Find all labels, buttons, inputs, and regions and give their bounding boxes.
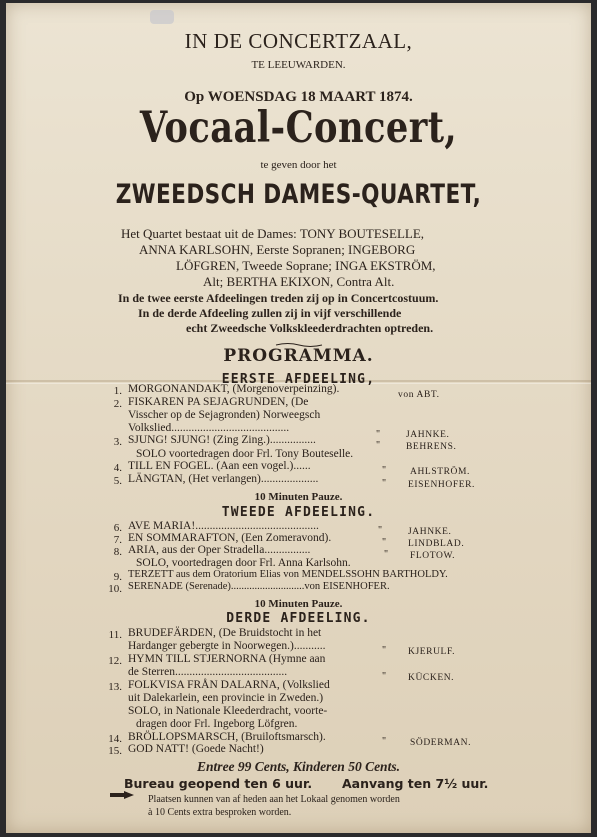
note-line-1: Plaatsen kunnen van af heden aan het Lokaal genomen worden — [148, 794, 400, 805]
item-solo-note: SOLO voortedragen door Frl. Tony Bouteselle. — [136, 448, 354, 460]
item-title: ARIA, aus der Oper Stradella................ — [128, 544, 311, 556]
members-line-2: ANNA KARLSOHN, Eerste Sopranen; INGEBORG — [139, 242, 416, 257]
entry-price: Entree 99 Cents, Kinderen 50 Cents. — [197, 759, 400, 774]
section-first: EERSTE AFDEELING, — [221, 372, 376, 387]
item-composer: BEHRENS. — [406, 442, 457, 452]
item-number: 11. — [108, 629, 122, 641]
item-solo-note: SOLO, voortedragen door Frl. Anna Karlsohn. — [136, 557, 351, 569]
item-subtitle: uit Dalekarlein, een provincie in Zweden.) — [128, 692, 324, 704]
members-line-3: LÖFGREN, Tweede Soprane; INGA EKSTRÖM, — [176, 258, 436, 273]
members-line-1: Het Quartet bestaat uit de Dames: TONY BOUTESELLE, — [121, 226, 425, 241]
ensemble-name: ZWEEDSCH DAMES-QUARTET, — [115, 179, 482, 210]
info-line-1: In de twee eerste Afdeelingen treden zij op in Concertcostuum. — [118, 291, 439, 305]
note-line-2: à 10 Cents extra besproken worden. — [148, 807, 292, 818]
item-composer: KÜCKEN. — [408, 673, 455, 683]
concert-title: Vocaal-Concert, — [139, 103, 458, 153]
item-title: FOLKVISA FRÅN DALARNA, (Volkslied — [128, 679, 330, 691]
item-title: HYMN TILL STJERNORNA (Hymne aan — [128, 653, 326, 665]
item-number: 7. — [113, 534, 122, 546]
pause-2: 10 Minuten Pauze. — [254, 598, 343, 610]
item-title: LÄNGTAN, (Het verlangen).................... — [128, 473, 319, 485]
ditto-mark: " — [376, 440, 381, 451]
item-composer: KJERULF. — [408, 647, 456, 657]
ditto-mark: " — [382, 465, 387, 476]
item-composer: JAHNKE. — [406, 430, 450, 440]
ditto-mark: " — [382, 736, 387, 747]
ditto-mark: " — [382, 645, 387, 656]
members-line-4: Alt; BERTHA EKIXON, Contra Alt. — [203, 274, 395, 289]
bureau-time: Bureau geopend ten 6 uur. — [124, 776, 313, 791]
section-third: DERDE AFDEELING. — [226, 611, 371, 626]
section-second: TWEEDE AFDEELING. — [221, 505, 376, 520]
item-composer: AHLSTRÖM. — [410, 467, 471, 477]
city-line: TE LEEUWARDEN. — [251, 59, 346, 71]
item-number: 1. — [113, 385, 122, 397]
item-number: 14. — [108, 733, 122, 745]
item-title: BRÖLLOPSMARSCH, (Bruiloftsmarsch). — [128, 731, 326, 743]
item-number: 5. — [113, 475, 122, 487]
ditto-mark: " — [382, 671, 387, 682]
item-title: EN SOMMARAFTON, (Een Zomeravond). — [128, 532, 332, 544]
item-composer: EISENHOFER. — [408, 480, 476, 490]
item-number: 8. — [113, 546, 122, 558]
poster-sheet — [6, 3, 591, 833]
tape-mark — [150, 10, 174, 24]
ditto-mark: " — [384, 549, 389, 560]
item-composer: FLOTOW. — [410, 551, 456, 561]
item-number: 2. — [113, 398, 122, 410]
item-subtitle: Hardanger gebergte in Noorwegen.)........... — [128, 640, 326, 652]
info-line-3: echt Zweedsche Volkskleederdrachten optreden. — [186, 321, 434, 335]
item-title: AVE MARIA!........................................... — [128, 520, 319, 532]
ditto-mark: " — [376, 429, 381, 440]
venue-line: IN DE CONCERTZAAL, — [184, 29, 413, 53]
item-composer: von ABT. — [398, 390, 440, 400]
item-title: TILL EN FOGEL. (Aan een vogel.)...... — [128, 460, 311, 472]
programme-title: PROGRAMMA. — [223, 346, 374, 366]
given-by-line: te geven door het — [260, 159, 337, 171]
ditto-mark: " — [382, 478, 387, 489]
item-title: BRUDEFÄRDEN, (De Bruidstocht in het — [128, 627, 322, 639]
item-title: TERZETT aus dem Oratorium Elias von MENDELSSOHN BARTHOLDY. — [128, 569, 448, 580]
ditto-mark: " — [378, 525, 383, 536]
start-time: Aanvang ten 7½ uur. — [342, 776, 489, 791]
item-subtitle: de Sterren....................................... — [128, 666, 288, 678]
item-title: MORGONANDAKT, (Morgenoverpeinzing). — [128, 383, 340, 395]
item-number: 10. — [108, 583, 122, 595]
date-line: Op WOENSDAG 18 MAART 1874. — [184, 89, 413, 105]
info-line-2: In de derde Afdeeling zullen zij in vijf verschillende — [138, 306, 402, 320]
item-subtitle: Visscher op de Sejagronden) Norweegsch — [128, 409, 321, 421]
item-title: FISKAREN PA SEJAGRUNDEN, (De — [128, 396, 309, 408]
pointing-hand-icon — [109, 790, 135, 800]
item-number: 9. — [113, 571, 122, 583]
item-number: 6. — [113, 522, 122, 534]
item-number: 4. — [113, 462, 122, 474]
item-subtitle: Volkslied......................................... — [128, 422, 290, 434]
item-number: 3. — [113, 436, 122, 448]
item-title: SJUNG! SJUNG! (Zing Zing.)................ — [128, 434, 316, 446]
item-title: SERENADE (Serenade)............................von EISENHOFER. — [128, 581, 390, 592]
item-number: 13. — [108, 681, 122, 693]
item-solo-note: dragen door Frl. Ingeborg Löfgren. — [136, 718, 298, 730]
item-title: GOD NATT! (Goede Nacht!) — [128, 743, 264, 755]
ditto-mark: " — [382, 537, 387, 548]
item-number: 12. — [108, 655, 122, 667]
item-composer: LINDBLAD. — [408, 539, 465, 549]
item-solo-note: SOLO, in Nationale Kleederdracht, voorte- — [128, 705, 328, 717]
item-composer: SÖDERMAN. — [410, 738, 472, 748]
item-composer: JAHNKE. — [408, 527, 452, 537]
item-number: 15. — [108, 745, 122, 757]
pause-1: 10 Minuten Pauze. — [254, 491, 343, 503]
